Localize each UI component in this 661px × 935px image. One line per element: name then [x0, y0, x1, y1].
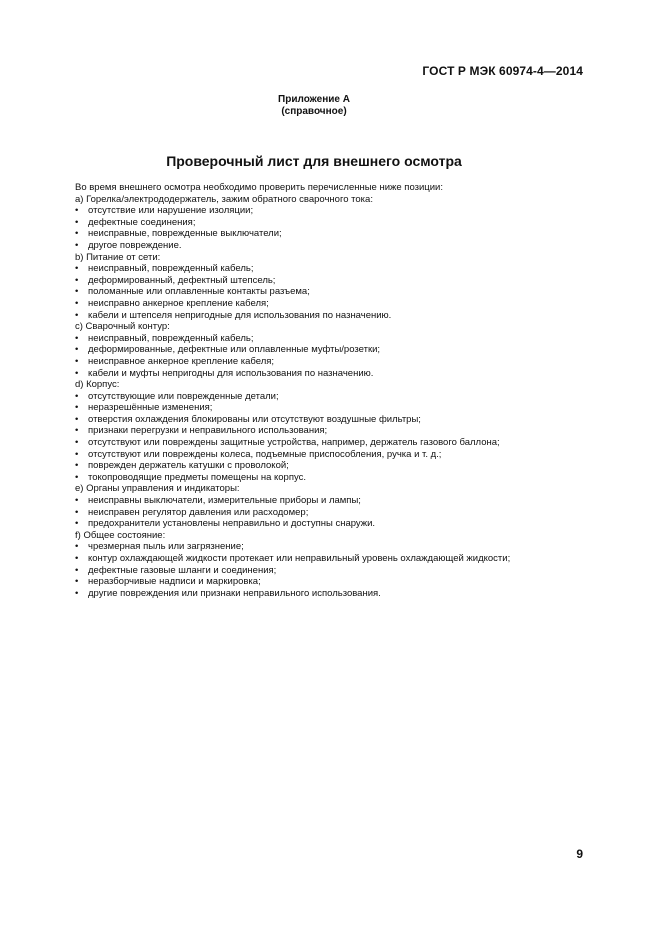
section-heading: b) Питание от сети:: [75, 251, 161, 263]
section-heading: f) Общее состояние:: [75, 529, 166, 541]
bullet-icon: •: [75, 297, 79, 309]
list-item: [75, 565, 595, 577]
list-item-text: отсутствуют или повреждены колеса, подъемные приспособления, ручка и т. д.;: [88, 448, 442, 460]
checklist-sections: [75, 194, 595, 600]
section-heading: c) Сварочный контур:: [75, 321, 170, 333]
list-item-text: другое повреждение.: [88, 239, 182, 251]
list-item-text: другие повреждения или признаки неправильного использования.: [88, 587, 381, 599]
bullet-icon: •: [75, 390, 79, 402]
bullet-icon: •: [75, 460, 79, 472]
bullet-icon: •: [75, 332, 79, 344]
list-item-text: отсутствующие или поврежденные детали;: [88, 390, 279, 402]
list-item-text: кабели и штепселя непригодные для использования по назначению.: [88, 309, 392, 321]
list-item-text: деформированный, дефектный штепсель;: [88, 274, 276, 286]
bullet-icon: •: [75, 553, 79, 564]
bullet-icon: •: [75, 344, 79, 356]
list-item: [75, 472, 595, 484]
list-item: [75, 449, 595, 461]
list-item: [75, 553, 595, 565]
list-item-text: неисправное анкерное крепление кабеля;: [88, 355, 275, 367]
bullet-icon: •: [75, 506, 79, 518]
list-item: [75, 217, 595, 229]
bullet-icon: •: [75, 518, 79, 530]
section-heading: e) Органы управления и индикаторы:: [75, 483, 240, 495]
list-item: [75, 391, 595, 403]
list-item: [75, 356, 595, 368]
list-item-text: отсутствие или нарушение изоляции;: [88, 205, 254, 217]
list-item-text: деформированные, дефектные или оплавленные муфты/розетки;: [88, 344, 381, 356]
checklist-section: [75, 252, 595, 322]
list-item: [75, 298, 595, 310]
bullet-icon: •: [75, 286, 79, 298]
list-item: [75, 240, 595, 252]
bullet-icon: •: [75, 437, 79, 449]
list-item-text: отверстия охлаждения блокированы или отсутствуют воздушные фильтры;: [88, 413, 421, 425]
list-item-text: дефектные соединения;: [88, 216, 196, 228]
list-item: [75, 414, 595, 426]
list-item-text: дефектные газовые шланги и соединения;: [88, 564, 277, 576]
section-heading: a) Горелка/электрододержатель, зажим обратного сварочного тока:: [75, 193, 373, 205]
list-item-text: поломанные или оплавленные контакты разъема;: [88, 286, 310, 298]
list-item: [75, 344, 595, 356]
list-item: [75, 518, 595, 530]
list-item: [75, 588, 595, 600]
bullet-icon: •: [75, 263, 79, 275]
list-item-text: неразрешённые изменения;: [88, 402, 213, 414]
bullet-icon: •: [75, 541, 79, 553]
bullet-icon: •: [75, 367, 79, 379]
bullet-icon: •: [75, 576, 79, 588]
checklist-section: [75, 194, 595, 252]
list-item: [75, 402, 595, 414]
list-item: [75, 437, 595, 449]
list-item-text: неисправный, поврежденный кабель;: [88, 332, 254, 344]
list-item: [75, 275, 595, 287]
bullet-icon: •: [75, 402, 79, 414]
list-item-text: контур охлаждающей жидкости протекает или неправильный уровень охлаждающей жидкости;: [88, 553, 511, 564]
checklist-section: [75, 321, 595, 379]
list-item-text: неисправны выключатели, измерительные приборы и лампы;: [88, 495, 361, 507]
list-item-text: отсутствуют или повреждены защитные устройства, например, держатель газового баллона;: [88, 437, 500, 449]
bullet-icon: •: [75, 355, 79, 367]
checklist-items: [75, 205, 595, 251]
list-item-text: признаки перегрузки и неправильного использования;: [88, 425, 328, 437]
list-item: [75, 507, 595, 519]
list-item-text: неразборчивые надписи и маркировка;: [88, 576, 261, 588]
bullet-icon: •: [75, 413, 79, 425]
page-title: Проверочный лист для внешнего осмотра: [166, 153, 462, 169]
list-item: [75, 263, 595, 275]
checklist-items: [75, 333, 595, 379]
page-number: 9: [576, 847, 583, 861]
list-item-text: поврежден держатель катушки с проволокой;: [88, 460, 289, 472]
annex-type: (справочное): [281, 106, 347, 117]
annex-heading: [0, 94, 628, 118]
list-item-text: неисправные, поврежденные выключатели;: [88, 228, 282, 240]
bullet-icon: •: [75, 228, 79, 240]
list-item: [75, 228, 595, 240]
list-item: [75, 310, 595, 322]
list-item: [75, 368, 595, 380]
checklist-section: [75, 379, 595, 483]
document-code: ГОСТ Р МЭК 60974-4—2014: [422, 64, 583, 78]
list-item: [75, 576, 595, 588]
checklist-section: [75, 530, 595, 600]
bullet-icon: •: [75, 274, 79, 286]
checklist-items: [75, 495, 595, 530]
list-item-text: токопроводящие предметы помещены на корпус.: [88, 471, 307, 483]
bullet-icon: •: [75, 448, 79, 460]
bullet-icon: •: [75, 587, 79, 599]
list-item: [75, 541, 595, 553]
list-item: [75, 205, 595, 217]
intro-text: Во время внешнего осмотра необходимо проверить перечисленные ниже позиции:: [75, 182, 443, 193]
bullet-icon: •: [75, 205, 79, 217]
bullet-icon: •: [75, 564, 79, 576]
list-item: [75, 286, 595, 298]
list-item-text: неисправный, поврежденный кабель;: [88, 263, 254, 275]
checklist-items: [75, 263, 595, 321]
checklist-body: [75, 182, 595, 599]
bullet-icon: •: [75, 216, 79, 228]
list-item-text: чрезмерная пыль или загрязнение;: [88, 541, 244, 553]
list-item: [75, 495, 595, 507]
section-heading: d) Корпус:: [75, 379, 120, 391]
list-item-text: неисправно анкерное крепление кабеля;: [88, 297, 269, 309]
annex-label: Приложение А: [278, 94, 350, 105]
bullet-icon: •: [75, 239, 79, 251]
bullet-icon: •: [75, 309, 79, 321]
list-item-text: неисправен регулятор давления или расходомер;: [88, 506, 309, 518]
bullet-icon: •: [75, 471, 79, 483]
list-item: [75, 333, 595, 345]
list-item: [75, 425, 595, 437]
checklist-section: [75, 483, 595, 529]
list-item-text: предохранители установлены неправильно и доступны снаружи.: [88, 518, 376, 530]
checklist-items: [75, 391, 595, 484]
bullet-icon: •: [75, 495, 79, 507]
checklist-items: [75, 541, 595, 599]
list-item: [75, 460, 595, 472]
list-item-text: кабели и муфты непригодны для использования по назначению.: [88, 367, 374, 379]
bullet-icon: •: [75, 425, 79, 437]
